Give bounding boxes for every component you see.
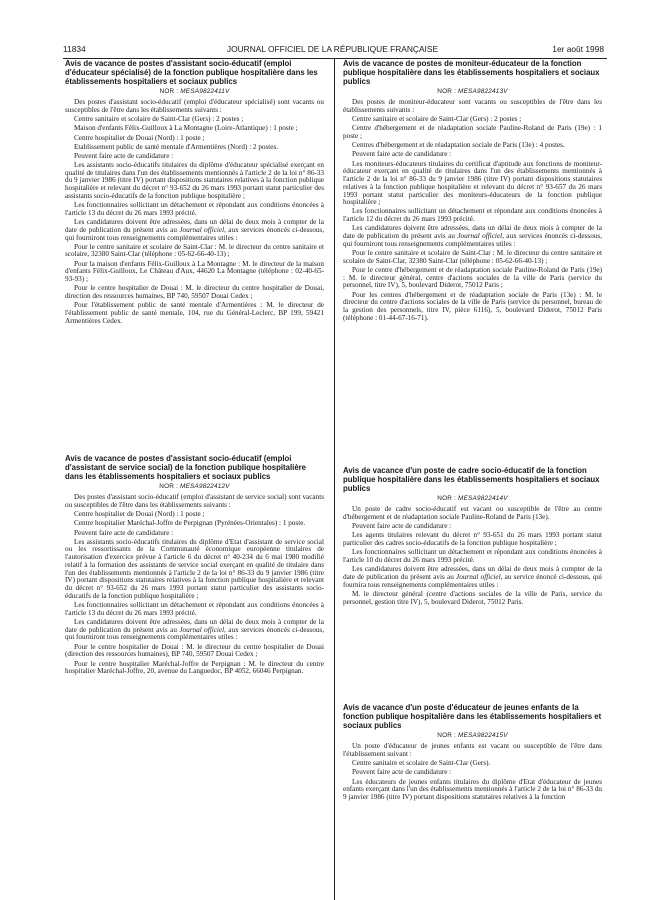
paragraph: Centre hospitalier de Douai (Nord) : 1 poste ; (74, 510, 205, 519)
nor-label: NOR : (437, 495, 457, 503)
nor-code: MESA9822413V (458, 88, 508, 96)
paragraph: Pour la maison d'enfants Félix-Guilloux à La Montagne : M. le directeur de la maison d'enfants Félix-Guilloux, Le Château d'Aux, 44620 La Montagne (téléphone : 02-40-65-93-93) ; (65, 259, 324, 284)
paragraph: Centres d'hébergement et de réadaptation sociale de Paris (13e) : 4 postes. (352, 141, 565, 150)
article-title: Avis de vacance d'un poste d'éducateur de jeunes enfants de la fonction publique hospitalière dans les établissements hospitaliers et sociaux publics (343, 703, 602, 730)
nor-reference (343, 495, 602, 503)
paragraph: Les moniteurs-éducateurs titulaires du certificat d'aptitude aux fonctions de moniteur-éducateur exerçant en qualité de titulaires dans l'un des établissements mentionnés à l'article 2 de la loi n° 86-33 du 9 janvier 1986 (titre IV) portant dispositions statutaires relatives à la fonction publique hospitalière et relevant du décret n° 93-657 du 26 mars 1993 portant statut particulier des moniteurs-éducateurs de la fonction publique hospitalière ; (343, 159, 602, 207)
nor-reference (65, 483, 324, 491)
nor-code: MESA9822411V (180, 88, 230, 96)
paragraph-text: , au service énoncé ci-dessous, qui fournira tous renseignements complémentaires utiles : (343, 572, 602, 589)
right-column (343, 60, 602, 900)
column-divider (334, 59, 335, 900)
article-title: Avis de vacance de postes de moniteur-éducateur de la fonction publique hospitalière dans les établissements hospitaliers et sociaux publics (343, 60, 600, 86)
article (343, 704, 602, 803)
article (343, 60, 602, 324)
issue-date: 1er août 1998 (552, 44, 604, 54)
paragraph-text: Les candidatures doivent être adressées, dans un délai de deux mois à compter de la date de publication du présent avis au (65, 617, 324, 634)
paragraph: Pour les centres d'hébergement et de réadaptation sociale de Paris (13e) : M. le directeur du centre d'actions sociales de la ville de Paris (service du personnel, bureau de la gestion des personnels, titre IV, pièce 6116), 5, boulevard Diderot, 75012 Paris (téléphone : 01-44-67-16-71). (343, 290, 602, 322)
paragraph-text: Les candidatures doivent être adressées, dans un délai de deux mois à compter de la date de publication du présent avis au (343, 565, 602, 581)
paragraph (343, 225, 602, 248)
paragraph: Les assistants socio-éducatifs titulaires du diplôme d'Etat d'assistant de service social ou les ressortissants de la Communauté économique européenne titulaires de l'autorisation d'exercice prévue à l'article 6 du décret n° 40-234 du 6 mai 1980 modifié relatif à la formation des assistants de service social exerçant en qualité de titulaire dans l'un des établissements mentionnés à l'article 2 de la loi n° 86-33 du 9 janvier 1986 (titre IV) portant dispositions statutaires relatives à la fonction publique hospitalière et relevant du décret n° 93-652 du 26 mars 1993 portant statut particulier des assistants socio-éducatifs de la fonction publique hospitalière ; (65, 537, 324, 600)
paragraph: Les fonctionnaires sollicitant un détachement et répondant aux conditions énoncées à l'article 13 du décret du 26 mars 1993 précité. (65, 601, 324, 617)
paragraph: Pour le centre hospitalier Maréchal-Joffre de Perpignan : M. le directeur du centre hospitalier Maréchal-Joffre, 20, avenue du Languedoc, BP 4052, 66046 Perpignan. (65, 659, 324, 676)
paragraph: Pour le centre hospitalier de Douai : M. le directeur du centre hospitalier de Douai (direction des ressources humaines), BP 740, 59507 Douai Cedex ; (65, 642, 324, 659)
paragraph: Peuvent faire acte de candidature : (352, 150, 452, 159)
paragraph: Les éducateurs de jeunes enfants titulaires du diplôme d'Etat d'éducateur de jeunes enfants exerçant dans l'un des établissements mentionnés à l'article 2 de la loi n° 86-33 du 9 janvier 1986 (titre IV) portant dispositions statutaires relatives à la fonction (343, 777, 602, 802)
left-column (65, 60, 324, 900)
paragraph: Peuvent faire acte de candidature : (74, 151, 174, 160)
article (65, 60, 324, 327)
paragraph: Les fonctionnaires sollicitant un détachement et répondant aux conditions énoncées à l'article 13 du décret du 26 mars 1993 précité. (65, 201, 324, 217)
paragraph: Les agents titulaires relevant du décret n° 93-651 du 26 mars 1993 portant statut particulier des cadres socio-éducatifs de la fonction publique hospitalière ; (343, 531, 602, 548)
paragraph: Etablissement public de santé mentale d'Armentières (Nord) : 2 postes. (74, 142, 279, 151)
paragraph: Pour le centre hospitalier de Douai : M. le directeur du centre hospitalier de Douai, direction des ressources humaines, BP 740, 59507 Douai Cedex ; (65, 284, 324, 300)
nor-code: MESA9822412V (180, 483, 230, 491)
nor-label: NOR : (159, 483, 179, 491)
paragraph: Pour le centre sanitaire et scolaire de Saint-Clar : M. le directeur du centre sanitaire et scolaire, 32380 Saint-Clar (téléphone : 05-62-66-40-13) ; (65, 242, 324, 259)
paragraph: Centre hospitalier Maréchal-Joffre de Perpignan (Pyrénées-Orientales) : 1 poste. (74, 519, 306, 528)
paragraph (343, 566, 602, 589)
paragraph-text: Les candidatures doivent être adressées, dans un délai de deux mois à compter de la date de publication du présent avis au (343, 224, 602, 241)
journal-title: JOURNAL OFFICIEL DE LA RÉPUBLIQUE FRANÇAISE (226, 44, 439, 54)
paragraph: Un poste de cadre socio-éducatif est vacant ou susceptible de l'être au centre d'hébergement et de réadaptation sociale Pauline-Roland de Paris (13e). (343, 505, 602, 522)
page-number: 11834 (63, 44, 86, 54)
paragraph (65, 619, 324, 642)
nor-reference (343, 88, 602, 96)
paragraph: Centre hospitalier de Douai (Nord) : 1 poste ; (74, 133, 205, 142)
paragraph-text: Les candidatures doivent être adressées, dans un délai de deux mois à compter de la date de publication du présent avis au (65, 218, 324, 234)
paragraph: Des postes d'assistant socio-éducatif (emploi d'éducateur spécialisé) sont vacants ou susceptibles de l'être dans les établissements suivants : (65, 98, 324, 115)
article (343, 467, 602, 608)
journal-reference: Journal officiel (456, 572, 501, 581)
paragraph: Les fonctionnaires sollicitant un détachement et répondant aux conditions énoncées à l'article 12 du décret du 26 mars 1993 précité. (343, 207, 602, 224)
article-title: Avis de vacance de postes d'assistant socio-éducatif (emploi d'éducateur spécialisé) de la fonction publique hospitalière dans les établissements hospitaliers et sociaux publics (65, 60, 318, 86)
nor-label: NOR : (437, 732, 457, 740)
paragraph: Les fonctionnaires sollicitant un détachement et répondant aux conditions énoncées à l'article 10 du décret du 26 mars 1993 précité. (343, 548, 602, 565)
paragraph: Centre d'hébergement et de réadaptation sociale Pauline-Roland de Paris (19e) : 1 poste ; (343, 124, 602, 141)
paragraph: Centre sanitaire et scolaire de Saint-Clar (Gers). (352, 759, 491, 768)
paragraph: Un poste d'éducateur de jeunes enfants est vacant ou susceptible de l'être dans l'établissement suivant : (343, 742, 602, 759)
paragraph-text: , aux services énoncés ci-dessous, qui fourniront tous renseignements complémentaires utiles : (343, 232, 602, 248)
paragraph: Pour le centre sanitaire et scolaire de Saint-Clar : M. le directeur du centre sanitaire et scolaire de Saint-Clar, 32380 Saint-Clar (téléphone : 05-62-66-40-13) ; (343, 249, 602, 265)
nor-label: NOR : (159, 88, 179, 96)
header-rule (63, 58, 607, 59)
nor-reference (65, 88, 324, 96)
nor-code: MESA9822415V (458, 732, 508, 740)
paragraph: Pour le centre d'hébergement et de réadaptation sociale Pauline-Roland de Paris (19e) : M. le directeur général, centre d'actions sociales de la ville de Paris (service du personnel, titre IV), 5, boulevard Diderot, 75012 Paris ; (343, 265, 602, 290)
paragraph: Des postes de moniteur-éducateur sont vacants ou susceptibles de l'être dans les établissements suivants : (343, 98, 602, 115)
paragraph: Maison d'enfants Félix-Guilloux à La Montagne (Loire-Atlantique) : 1 poste ; (74, 124, 298, 133)
article-title: Avis de vacance de postes d'assistant socio-éducatif (emploi d'assistant de service social) de la fonction publique hospitalière dans les établissements hospitaliers et sociaux publics (65, 454, 307, 481)
paragraph: Peuvent faire acte de candidature : (74, 528, 174, 537)
paragraph: Pour l'établissement public de santé mentale d'Armentières : M. le directeur de l'établissement public de santé mentale, 104, rue du Général-Leclerc, BP 199, 59421 Armentières Cedex. (65, 301, 324, 325)
paragraph: Centre sanitaire et scolaire de Saint-Clar (Gers) : 2 postes ; (352, 115, 522, 124)
nor-reference (343, 732, 602, 740)
paragraph (65, 219, 324, 242)
journal-reference: Journal officiel (457, 232, 503, 241)
paragraph: Centre sanitaire et scolaire de Saint-Clar (Gers) : 2 postes ; (74, 115, 244, 124)
article (65, 455, 324, 677)
paragraph: Peuvent faire acte de candidature : (352, 522, 452, 531)
paragraph-text: , aux services énoncés ci-dessous, qui fourniront tous renseignements complémentaires utiles : (65, 225, 324, 242)
nor-code: MESA9822414V (458, 495, 508, 503)
journal-reference: Journal officiel (179, 225, 225, 234)
paragraph: Les assistants socio-éducatifs titulaires du diplôme d'éducateur spécialisé exerçant en qualité de titulaires dans l'un des établissements mentionnés à l'article 2 de la loi n° 86-33 du 9 janvier 1986 (titre IV) portant dispositions statutaires relatives à la fonction publique hospitalière et relevant du décret n° 93-652 du 26 mars 1993 portant statut particulier des assistants socio-éducatifs de la fonction publique hospitalière ; (65, 160, 324, 200)
paragraph: Des postes d'assistant socio-éducatif (emploi d'assistant de service social) sont vacants ou susceptibles de l'être dans les établissements suivants : (65, 493, 324, 510)
article-title: Avis de vacance d'un poste de cadre socio-éducatif de la fonction publique hospitalière dans les établissements hospitaliers et sociaux publics (343, 466, 600, 493)
paragraph: M. le directeur général (centre d'actions sociales de la ville de Paris, service du personnel, gestion titre IV), 5, boulevard Diderot, 75012 Paris. (343, 589, 602, 606)
paragraph-text: , aux services énoncés ci-dessous, qui fourniront tous renseignements complémentaires utiles : (65, 625, 324, 642)
nor-label: NOR : (437, 88, 457, 96)
journal-reference: Journal officiel (179, 625, 225, 634)
paragraph: Peuvent faire acte de candidature : (352, 768, 452, 777)
